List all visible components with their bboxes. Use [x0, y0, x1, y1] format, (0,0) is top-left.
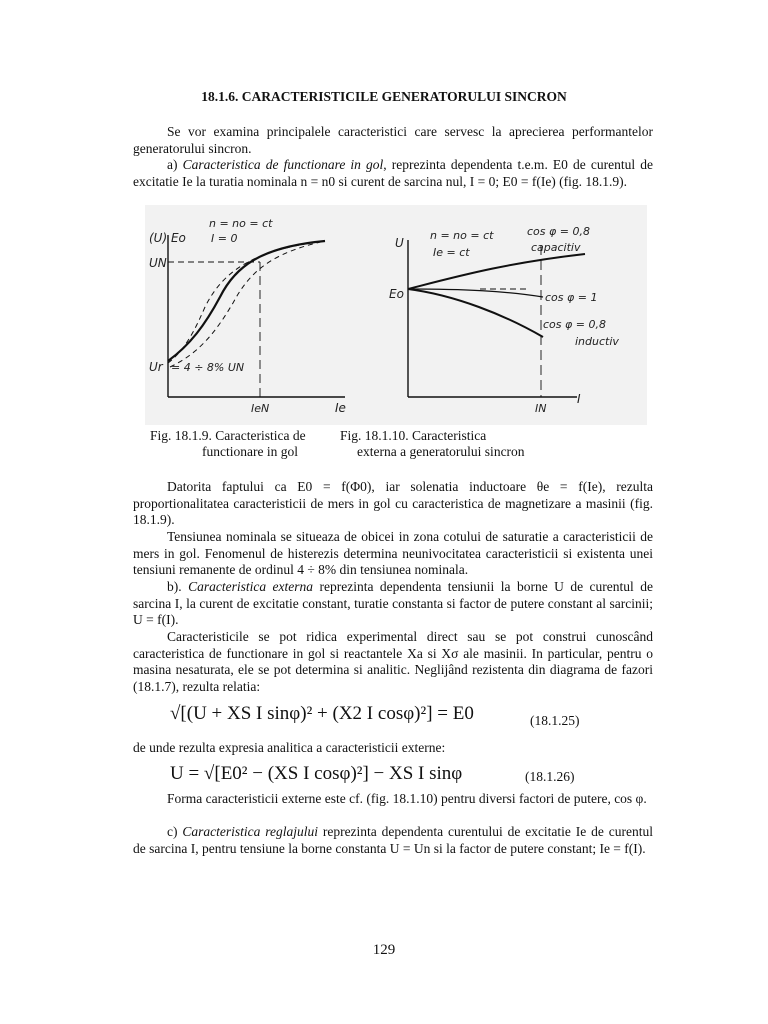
fig1-un-label: UN	[149, 256, 167, 270]
equation-18-1-26: U = √[E0² − (XS I cosφ)²] − XS I sinφ	[170, 763, 463, 784]
fig2-y-label: U	[395, 236, 404, 250]
fig1-hysteresis-lower	[170, 241, 325, 367]
fig1-ien-label: IeN	[251, 402, 270, 415]
paragraph-proportionality: Datorita faptului ca E0 = f(Φ0), iar solenatia inductoare θe = f(Ie), rezulta proportionalitatea caracteristicii de mers in gol cu caracteristica de magnetizare a masinii (fig. 18.1.9).	[133, 479, 653, 528]
figures	[145, 205, 647, 425]
caption-fig-18-1-9: Fig. 18.1.9. Caracteristica de functionare in gol	[150, 428, 306, 459]
page-number: 129	[372, 942, 396, 958]
fig1-main-curve	[168, 241, 325, 361]
section-heading: 18.1.6. CARACTERISTICILE GENERATORULUI SINCRON	[201, 89, 567, 104]
paragraph-nominal-voltage: Tensiunea nominala se situeaza de obicei in zona cotului de saturatie a caracteristicii de mers in gol. Fenomenul de histerezis determina neunivocitatea caracteristicii si existenta unei tensiuni remanente de ordinul 4 ÷ 8% din tensiunea nominala.	[133, 529, 653, 578]
equation-number-18-1-25: (18.1.25)	[530, 713, 580, 728]
paragraph-analytic: de unde rezulta expresia analitica a caracteristicii externe:	[133, 740, 446, 755]
term-external: Caracteristica externa	[188, 579, 314, 594]
paragraph-a: a) Caracteristica de functionare in gol, reprezinta dependenta t.e.m. E0 de curentul de excitatie Ie la turatia nominala n = n0 si curent de sarcina nul, I = 0; E0 = f(Ie) (fig. 18.1.9).	[133, 157, 653, 189]
fig2-inductive-label: inductiv	[575, 335, 619, 348]
paragraph-c: c) Caracteristica reglajului reprezinta dependenta curentului de excitatie Ie de curentul de sarcina I, pentru tensiune la borne constanta U = Un si la factor de putere constant; Ie = f(I).	[133, 824, 653, 856]
fig2-condition-speed: n = no = ct	[430, 229, 494, 242]
fig2-condition-excitation: Ie = ct	[433, 246, 470, 259]
paragraph-form: Forma caracteristicii externe este cf. (fig. 18.1.10) pentru diversi factori de putere, cos φ.	[167, 791, 647, 806]
fig2-capacitive-label: capacitiv	[531, 241, 581, 254]
fig1-hysteresis-upper	[168, 241, 325, 363]
fig2-x-label: I	[577, 392, 581, 406]
fig1-y-label: (U) Eo	[149, 231, 186, 245]
fig2-curve-inductive	[408, 289, 543, 337]
fig1-ur-label: Ur	[149, 360, 163, 374]
fig2-curve-capacitive	[408, 254, 585, 289]
fig2-e0-label: Eo	[389, 287, 404, 301]
term-regulation: Caracteristica reglajului	[182, 824, 318, 839]
fig1-condition-speed: n = no = ct	[209, 217, 273, 230]
equation-18-1-25: √[(U + XS I sinφ)² + (X2 I cosφ)²] = E0	[170, 703, 474, 724]
fig1-ur-note: = 4 ÷ 8% UN	[171, 361, 245, 374]
caption-fig-18-1-10: Fig. 18.1.10. Caracteristica externa a generatorului sincron	[340, 428, 525, 459]
fig1-x-label: Ie	[335, 401, 346, 415]
fig2-cos-inductive: cos φ = 0,8	[543, 318, 606, 331]
fig2-cos-capacitive: cos φ = 0,8	[527, 225, 590, 238]
paragraph-b: b). Caracteristica externa reprezinta dependenta tensiunii la borne U de curentul de sarcina I, la curent de excitatie constant, turatie constanta si factor de putere constant al sarcinii; U = f(I).	[133, 579, 653, 628]
paragraph-intro: Se vor examina principalele caracteristici care servesc la aprecierea performantelor generatorului sincron.	[133, 124, 653, 156]
fig2-in-label: IN	[535, 402, 547, 415]
fig1-condition-current: I = 0	[211, 232, 238, 245]
paragraph-construction: Caracteristicile se pot ridica experimental direct sau se pot construi cunoscând caracteristica de functionare in gol si reactantele Xa si Xσ ale masinii. In particular, pentru o masina nesaturata, ele se pot determina si analitic. Neglijând rezistenta din diagrama de fazori (18.1.7), rezulta relatia:	[133, 629, 653, 694]
equation-number-18-1-26: (18.1.26)	[525, 769, 575, 784]
term-no-load: Caracteristica de functionare in gol	[182, 157, 384, 172]
fig2-cos-unity: cos φ = 1	[545, 291, 598, 304]
